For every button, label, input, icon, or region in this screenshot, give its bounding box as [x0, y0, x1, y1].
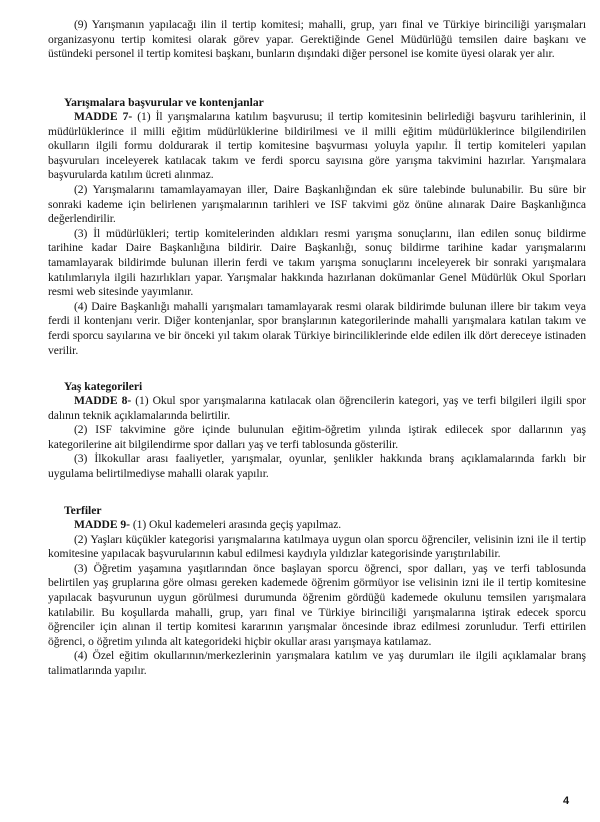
section-7-paragraph-1 — [48, 110, 586, 183]
section-9-heading: Terfiler — [64, 504, 102, 517]
section-8-p1-text: (1) Okul spor yarışmalarına katılacak olan öğrencilerin kategori, yaş ve terfi bilgileri ilgili spor dalının teknik açıklamalarında belirtilir. — [48, 394, 586, 422]
section-9-p1-text: (1) Okul kademeleri arasında geçiş yapılmaz. — [132, 518, 342, 531]
section-7-paragraph-3: (3) İl müdürlükleri; tertip komitelerinden aldıkları resmi yarışma sonuçlarını, ilan edilen sonuç bildirme tarihine kadar Daire Başkanlığına bildirir. Daire Başkanlığı, sonuç bildirme tarihine kadar yarışmalarını tamamlayarak bildirimde bulunan illerin ferdi ve takım yarışma sonuçlarını inceleyerek bir sonraki yarışmalara katılımlarıyla ilgili hazırlıkları yapar. Yarışmalar hakkında hazırlanan dokümanlar Genel Müdürlük Okul Sporları resmi web sitesinde yayımlanır. — [48, 226, 586, 299]
section-9-paragraph-1 — [48, 518, 586, 533]
section-7-heading: Yarışmalara başvurular ve kontenjanlar — [64, 96, 264, 109]
section-9-paragraph-2: (2) Yaşları küçükler kategorisi yarışmalarına katılmaya uygun olan sporcu öğrenciler, velisinin izni ile il tertip komitesine yapılacak başvurularının kabul edilmesi kaydıyla yıldızlar kategorisinde yarıştırılabilir. — [48, 532, 586, 561]
section-7-body — [48, 110, 586, 358]
section-7-paragraph-2: (2) Yarışmalarını tamamlayamayan iller, Daire Başkanlığından ek süre talebinde bulunabilir. Bu süre bir sonraki kademe için belirlenen yarışmalarının tarihleri ve ISF takvimi göz önüne alınarak Daire Başkanlığınca değerlendirilir. — [48, 182, 586, 226]
paragraph-9: (9) Yarışmanın yapılacağı ilin il tertip komitesi; mahalli, grup, yarı final ve Türkiye birinciliği yarışmaları organizasyonu tertip komitesi olarak görev yapar. Gerektiğinde Genel Müdürlüğü temsilen daire başkanı ve üstündeki personel il tertip komitesi başkanı, bunların dışındaki diğer personel ise komite üyesi olarak yer alır. — [48, 18, 586, 61]
section-8-paragraph-2: (2) ISF takvimine göre içinde bulunulan eğitim-öğretim yılında iştirak edilecek spor dallarının yaş kategorilerine ait bilgilendirme spor dalları yaş ve terfi tablosunda gösterilir. — [48, 423, 586, 451]
page-number: 4 — [563, 795, 570, 807]
madde-9-label: MADDE 9- — [74, 518, 130, 531]
section-8-paragraph-1 — [48, 394, 586, 423]
madde-8-label: MADDE 8- — [74, 394, 132, 407]
section-8-heading: Yaş kategorileri — [64, 380, 143, 393]
intro-block — [48, 18, 586, 62]
section-7-p1-text: (1) İl yarışmalarına katılım başvurusu; il tertip komitesinin belirlediği başvuru tarihlerinin, il müdürlüklerince il milli eğitim müdürlüklerine bildirilmesi ve il milli eğitim müdürlüklerince bilgilendirilen okulların ilgili formu doldurarak il tertip komitesine başvurması yoluyla yapılır. İl tertip komiteleri yapılan başvuruları inceleyerek katılacak takım ve ferdi sporcu sayısına göre yarışma takvimini hazırlar. Yarışmalara başvurularda katılım ücreti alınmaz. — [48, 110, 586, 182]
section-9-body — [48, 518, 586, 679]
section-8-body — [48, 394, 586, 482]
section-9-paragraph-3: (3) Öğretim yaşamına yaşıtlarından önce başlayan sporcu öğrenci, spor dalları, yaş ve terfi tablosunda belirtilen yaş gruplarına göre olması gereken kademede öğrenim görmüyor ise velisinin izni ile il tertip komitesine yapılacak başvurunun uygun görülmesi durumunda öğrenim gördüğü kademede okulunu temsilen yarışmalara katılabilir. Bu koşullarda mahalli, grup, yarı final ve Türkiye birinciliği yarışmalarına iştirak edecek sporcu öğrenciler için alınan il tertip komitesi kararının yarışmalar öncesinde ibraz edilmesi zorunludur. Terfi ettirilen öğrenci, o öğretim yılında alt kategorideki hiçbir okullar arası yarışmaya katılamaz. — [48, 561, 586, 648]
section-8-paragraph-3: (3) İlkokullar arası faaliyetler, yarışmalar, oyunlar, şenlikler hakkında branş açıklamalarında farklı bir uygulama belirtilmediyse mahalli olarak yapılır. — [48, 452, 586, 480]
section-7-paragraph-4: (4) Daire Başkanlığı mahalli yarışmaları tamamlayarak resmi olarak bildirimde bulunan illere bir takım veya ferdi il kontenjanı verir. Diğer kontenjanlar, spor branşlarının kategorilerinde mahalli yarışmalara katılan takım ve ferdi sporcu sayılarına ve bir önceki yıl takım olarak Türkiye birinciliklerinde elde edilen ilk dört dereceye istinaden verilir. — [48, 299, 586, 357]
madde-7-label: MADDE 7- — [74, 110, 133, 123]
section-9-paragraph-4: (4) Özel eğitim okullarının/merkezlerinin yarışmalara katılım ve yaş durumları ile ilgili açıklamalar branş talimatlarında yapılır. — [48, 649, 586, 677]
